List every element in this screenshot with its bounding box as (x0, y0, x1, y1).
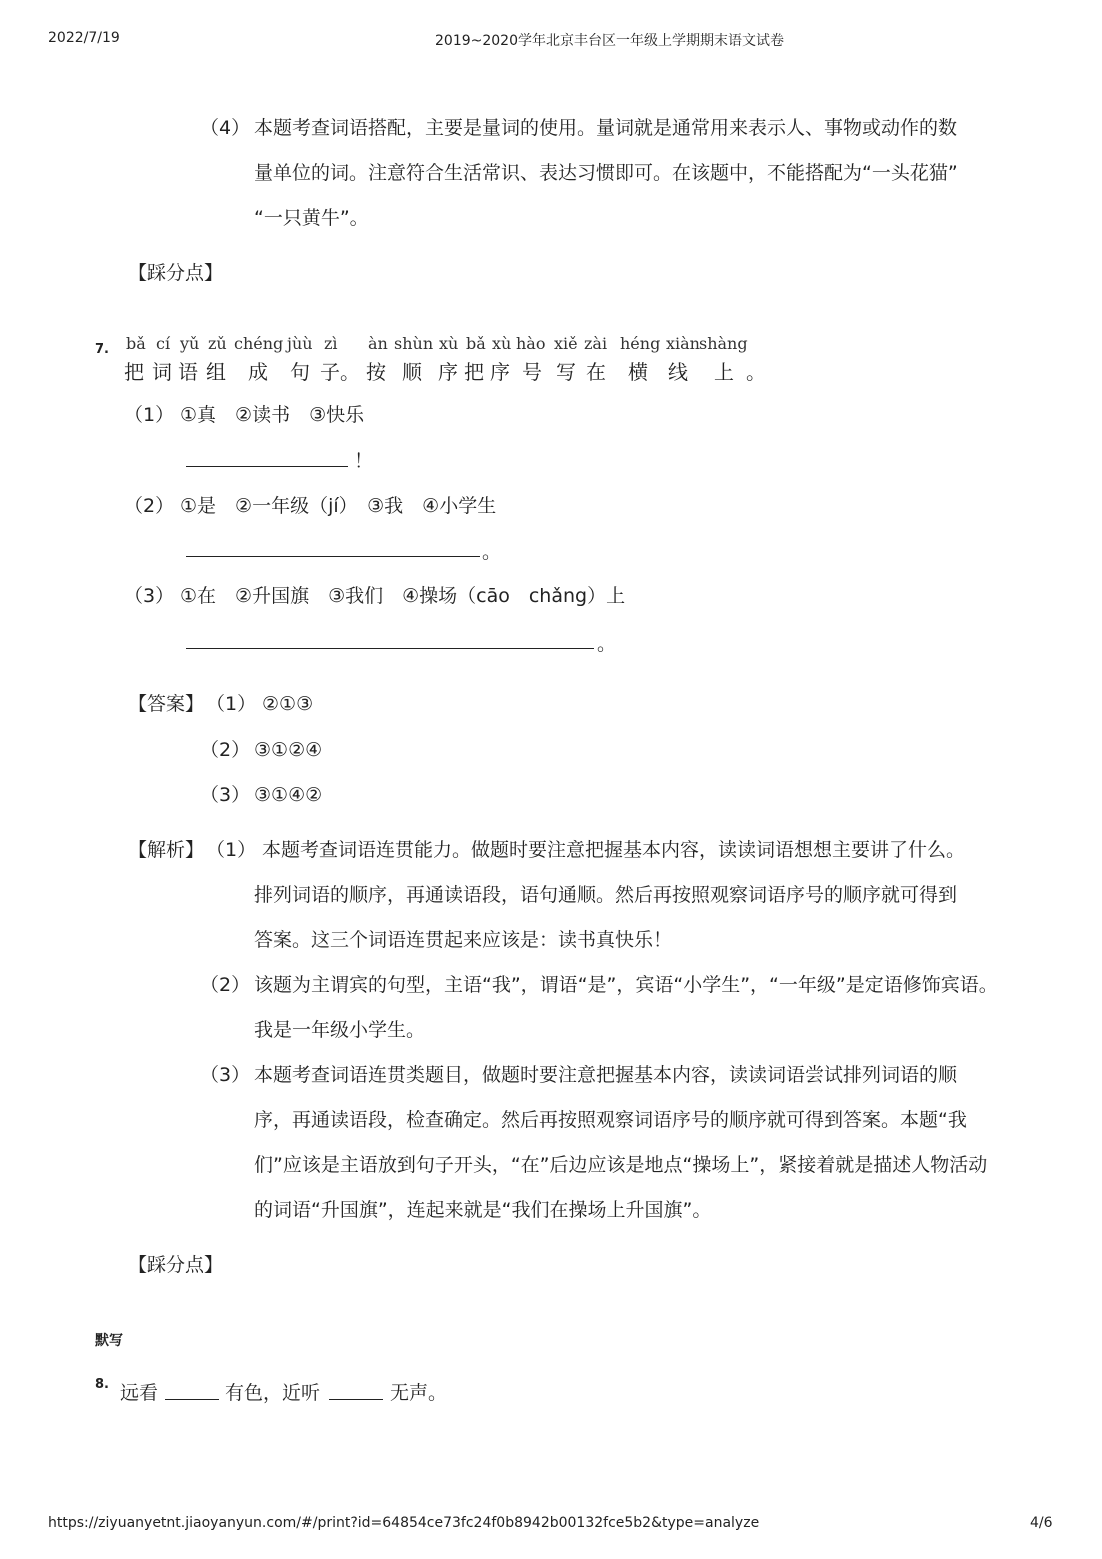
pinyin-syllable: xù (439, 334, 459, 353)
prompt-char: 成 (248, 360, 268, 384)
prompt-char: 组 (206, 360, 226, 384)
prompt-char: 把 (124, 360, 144, 384)
pinyin-syllable: héng (620, 334, 661, 353)
analysis-3-line-2: 序，再通读语段，检查确定。然后再按照观察词语序号的顺序就可得到答案。本题“我 (254, 1109, 967, 1131)
prompt-char: 上 (714, 360, 734, 384)
page-number: 4/6 (1030, 1515, 1053, 1531)
pinyin-syllable: chéng (234, 334, 284, 353)
answer-2-value: ③①②④ (254, 739, 323, 761)
question-8-number: 8. (95, 1377, 109, 1392)
pinyin-syllable: shùn (394, 334, 434, 353)
analysis-2-line-1: 该题为主谓宾的句型，主语“我”，谓语“是”，宾语“小学生”，“一年级”是定语修饰宾语。 (254, 974, 998, 996)
document-title: 2019~2020学年北京丰台区一年级上学期期末语文试卷 (435, 33, 784, 49)
q8-text-part-3: 无声。 (390, 1382, 448, 1404)
prompt-char: 在 (586, 360, 606, 384)
q7-item3-ending: 。 (597, 633, 617, 655)
analysis-1-line-3: 答案。这三个词语连贯起来应该是：读书真快乐！ (254, 929, 673, 951)
pinyin-syllable: jùù (287, 334, 313, 353)
q7-item2-ending: 。 (482, 541, 502, 563)
pinyin-syllable: cí (156, 334, 171, 353)
score-point-label-2: 【踩分点】 (128, 1254, 224, 1276)
analysis-1-line-1: 本题考查词语连贯能力。做题时要注意把握基本内容，读读词语想想主要讲了什么。 (262, 839, 966, 861)
pinyin-syllable: bǎ (466, 334, 486, 353)
prompt-char: 按 (366, 360, 386, 384)
analysis-3-line-4: 的词语“升国旗”，连起来就是“我们在操场上升国旗”。 (254, 1199, 712, 1221)
prompt-char: 。 (746, 360, 766, 384)
pinyin-syllable: xù (492, 334, 512, 353)
pinyin-syllable: zài (584, 334, 608, 353)
answer-label: 【答案】 (128, 693, 205, 715)
prompt-char: 横 (628, 360, 648, 384)
footer-url: https://ziyuanyetnt.jiaoyanyun.com/#/print?id=64854ce73fc24f0b8942b00132fce5b2&type=analyze (48, 1515, 760, 1531)
answer-3-value: ③①④② (254, 784, 323, 806)
q7-item3-words: ①在 ②升国旗 ③我们 ④操场（cāo chǎng）上 (180, 585, 626, 607)
q8-text-part-1: 远看 (120, 1382, 159, 1404)
prompt-char: 把 (464, 360, 484, 384)
section-title: 默写 (95, 1333, 123, 1349)
analysis-3-number: （3） (200, 1064, 251, 1086)
analysis-2-number: （2） (200, 974, 251, 996)
pinyin-syllable: àn (368, 334, 388, 353)
print-date: 2022/7/19 (48, 30, 120, 46)
answer-blank-1[interactable] (186, 466, 348, 467)
q6-item4-line-1: 本题考查词语搭配，主要是量词的使用。量词就是通常用来表示人、事物或动作的数 (254, 117, 958, 139)
pinyin-syllable: zì (324, 334, 338, 353)
analysis-2-line-2: 我是一年级小学生。 (254, 1019, 426, 1041)
q8-blank-2[interactable] (329, 1399, 383, 1400)
analysis-1-line-2: 排列词语的顺序，再通读语段，语句通顺。然后再按照观察词语序号的顺序就可得到 (254, 884, 958, 906)
answer-blank-2[interactable] (186, 556, 480, 557)
question-7-number: 7. (95, 342, 109, 357)
q7-item3-number: （3） (124, 585, 175, 607)
q6-item4-line-2: 量单位的词。注意符合生活常识、表达习惯即可。在该题中，不能搭配为“一头花猫” (254, 162, 958, 184)
prompt-char: 子。 (320, 360, 360, 384)
pinyin-syllable: xiàn (666, 334, 700, 353)
pinyin-syllable: hào (516, 334, 546, 353)
q8-blank-1[interactable] (165, 1399, 219, 1400)
prompt-char: 线 (668, 360, 688, 384)
q7-item1-ending: ！ (354, 450, 374, 472)
prompt-char: 号 (522, 360, 542, 384)
prompt-char: 写 (556, 360, 576, 384)
q7-item1-words: ①真 ②读书 ③快乐 (180, 404, 365, 426)
prompt-char: 序 (438, 360, 458, 384)
prompt-char: 序 (490, 360, 510, 384)
answer-1-number: （1） (206, 693, 257, 715)
pinyin-syllable: xiě (554, 334, 578, 353)
answer-3-number: （3） (200, 784, 251, 806)
score-point-label: 【踩分点】 (128, 262, 224, 284)
prompt-char: 词 (152, 360, 172, 384)
analysis-1-number: （1） (206, 839, 257, 861)
prompt-char: 语 (178, 360, 198, 384)
answer-2-number: （2） (200, 739, 251, 761)
q8-text-part-2: 有色，近听 (225, 1382, 321, 1404)
analysis-3-line-1: 本题考查词语连贯类题目，做题时要注意把握基本内容，读读词语尝试排列词语的顺 (254, 1064, 958, 1086)
pinyin-syllable: shàng (699, 334, 748, 353)
pinyin-syllable: bǎ (126, 334, 146, 353)
prompt-char: 句 (290, 360, 310, 384)
answer-blank-3[interactable] (186, 648, 594, 649)
analysis-3-line-3: 们”应该是主语放到句子开头，“在”后边应该是地点“操场上”，紧接着就是描述人物活动 (254, 1154, 988, 1176)
prompt-char: 顺 (402, 360, 422, 384)
analysis-label: 【解析】 (128, 839, 205, 861)
q7-item2-words: ①是 ②一年级（jí） ③我 ④小学生 (180, 495, 497, 517)
pinyin-syllable: zǔ (208, 334, 227, 353)
q7-item2-number: （2） (124, 495, 175, 517)
q6-item4-line-3: “一只黄牛”。 (254, 207, 369, 229)
answer-1-value: ②①③ (262, 693, 314, 715)
pinyin-syllable: yǔ (180, 334, 200, 353)
q7-item1-number: （1） (124, 404, 175, 426)
q6-item4-number: （4） (200, 117, 251, 139)
